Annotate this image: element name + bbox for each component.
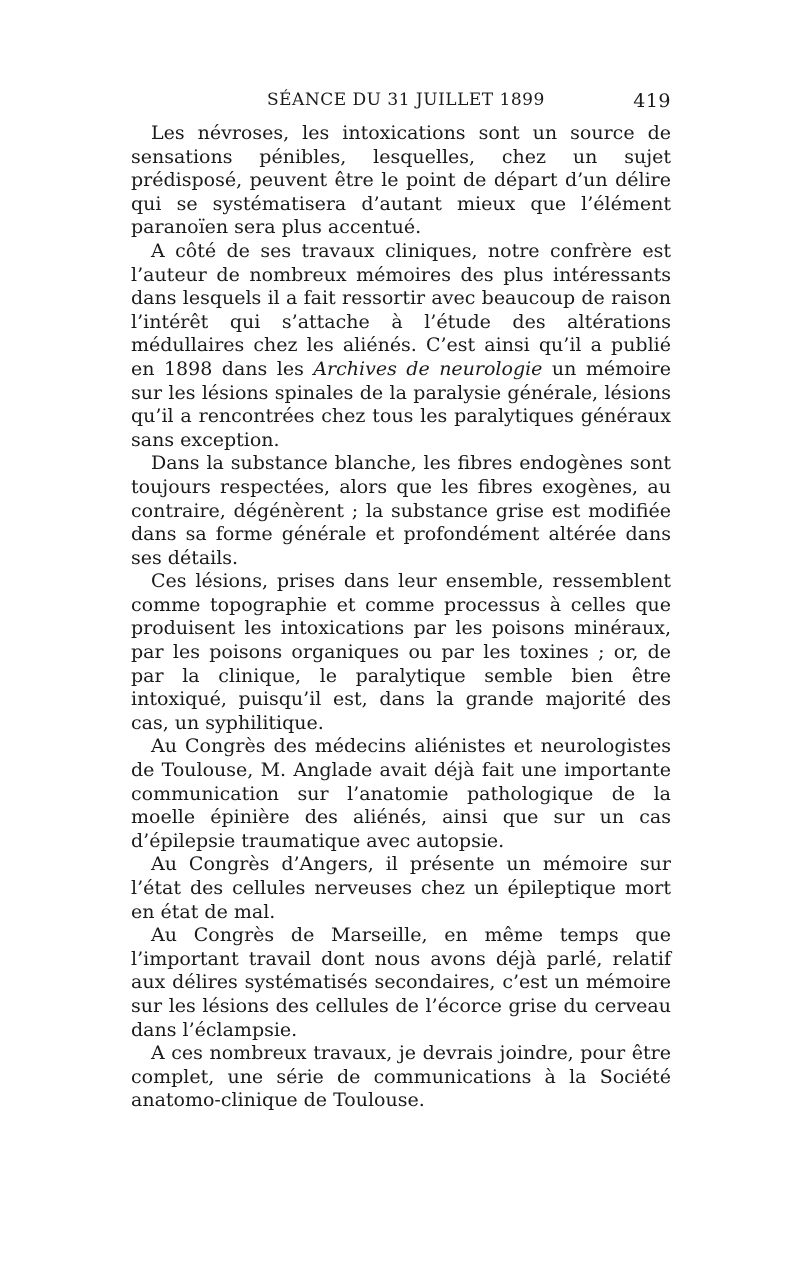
paragraph-2 [131, 240, 671, 452]
paragraph-2-start: A côté de ses travaux cliniques, notre confrère est l’auteur de nombreux mémoires des plus intéressants dans lesquels il a fait ressortir avec beaucoup de raison l’intérêt qui s’attache à l’étude des altérations médullaires chez les aliénés. C’est ainsi qu’il a publié en 1898 dans les [131, 239, 671, 380]
paragraph-1: Les névroses, les intoxications sont un source de sensations pénibles, lesquelles, chez un sujet prédisposé, peuvent être le point de départ d’un délire qui se systématisera d’autant mieux que l’élément paranoïen sera plus accentué. [131, 122, 671, 239]
paragraph-6: Au Congrès d’Angers, il présente un mémoire sur l’état des cellules nerveuses chez un épileptique mort en état de mal. [131, 853, 671, 923]
body-text [131, 122, 671, 1113]
journal-title: Archives de neurologie [313, 357, 543, 380]
paragraph-3: Dans la substance blanche, les fibres endogènes sont toujours respectées, alors que les fibres exogènes, au contraire, dégénèrent ; la substance grise est modifiée dans sa forme générale et profondément altérée dans ses détails. [131, 452, 671, 569]
running-title: SÉANCE DU 31 JUILLET 1899 [267, 90, 545, 110]
book-page [131, 90, 671, 1113]
paragraph-2-end: un mémoire sur les lésions spinales de la paralysie générale, lésions qu’il a rencontrées chez tous les paralytiques généraux sans exception. [131, 357, 671, 451]
paragraph-8: A ces nombreux travaux, je devrais joindre, pour être complet, une série de communications à la Société anatomo-clinique de Toulouse. [131, 1042, 671, 1112]
page-number: 419 [633, 90, 671, 112]
running-head [131, 90, 671, 116]
paragraph-5: Au Congrès des médecins aliénistes et neurologistes de Toulouse, M. Anglade avait déjà fait une importante communication sur l’anatomie pathologique de la moelle épinière des aliénés, ainsi que sur un cas d’épilepsie traumatique avec autopsie. [131, 735, 671, 852]
paragraph-4: Ces lésions, prises dans leur ensemble, ressemblent comme topographie et comme processus à celles que produisent les intoxications par les poisons minéraux, par les poisons organiques ou par les toxines ; or, de par la clinique, le paralytique semble bien être intoxiqué, puisqu’il est, dans la grande majorité des cas, un syphilitique. [131, 570, 671, 734]
paragraph-7: Au Congrès de Marseille, en même temps que l’important travail dont nous avons déjà parlé, relatif aux délires systématisés secondaires, c’est un mémoire sur les lésions des cellules de l’écorce grise du cerveau dans l’éclampsie. [131, 924, 671, 1041]
